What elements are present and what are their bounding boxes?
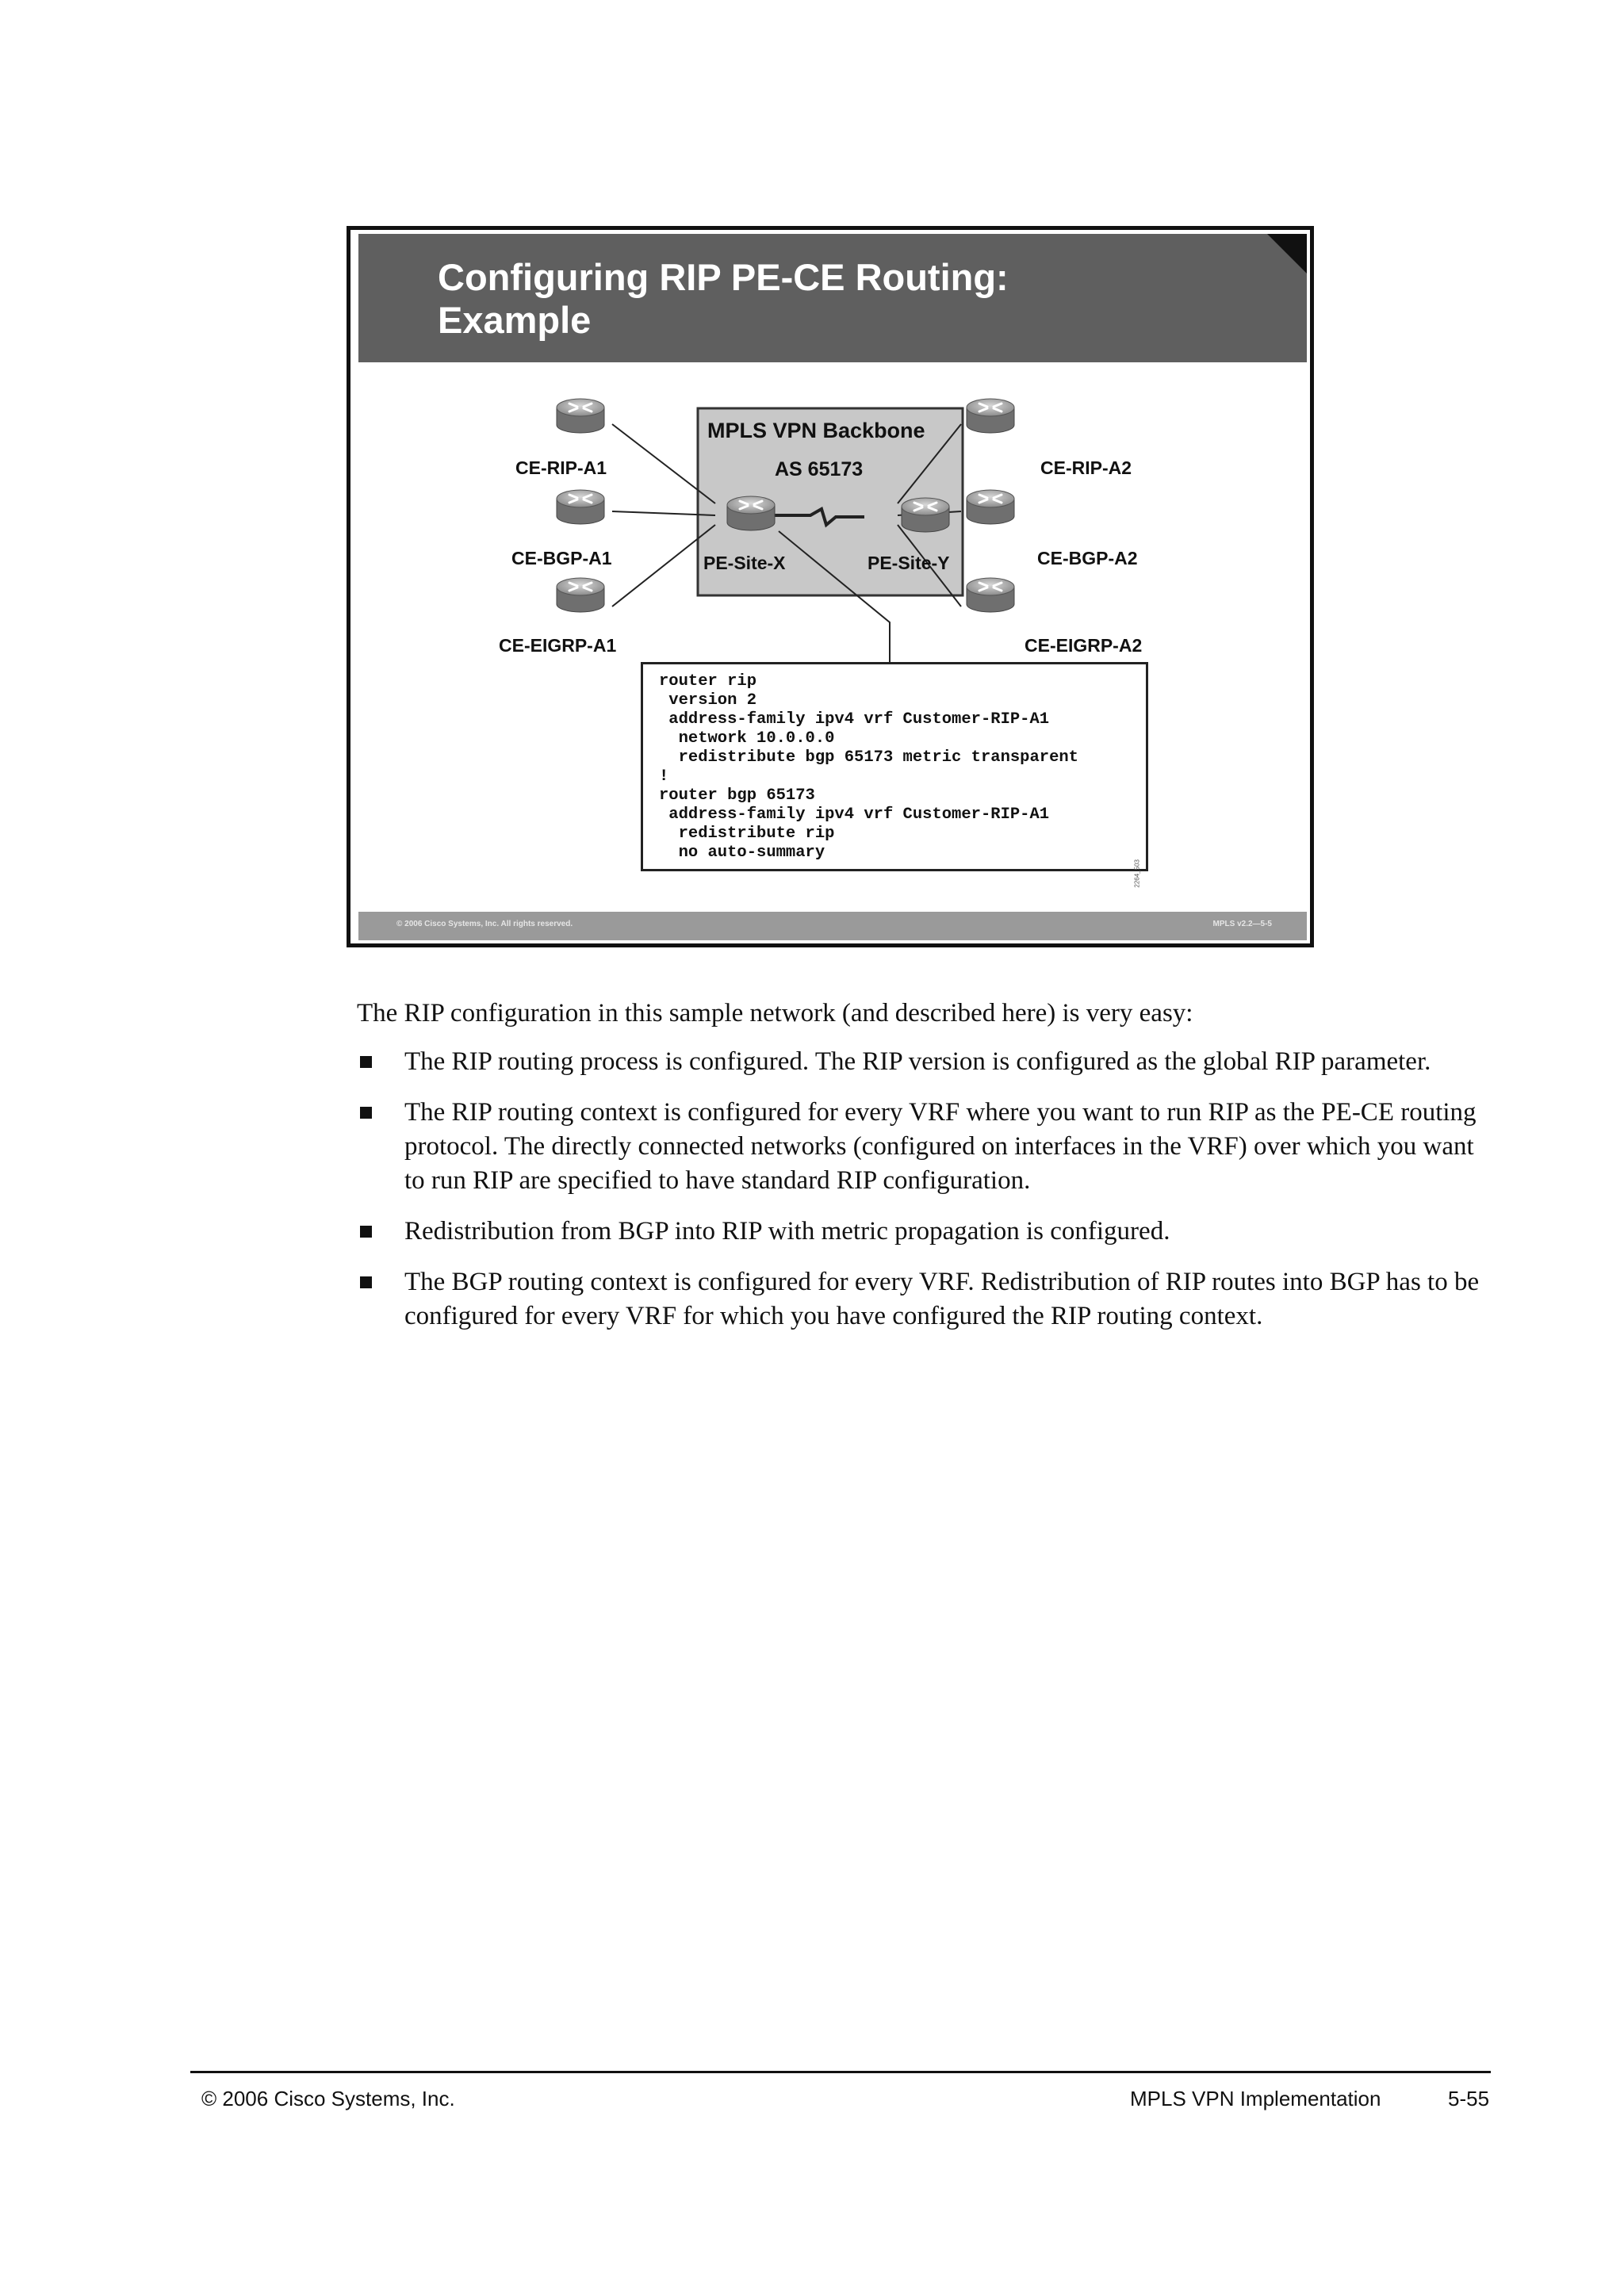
router-label-ce-bgp-a2: CE-BGP-A2 <box>1037 548 1138 568</box>
as-number-label: AS 65173 <box>775 458 864 480</box>
router-icon <box>967 399 1014 433</box>
footer-page-number: 5-55 <box>1448 2087 1490 2110</box>
router-label-ce-eigrp-a2: CE-EIGRP-A2 <box>1025 635 1143 656</box>
square-bullet-icon <box>360 1276 372 1288</box>
code-line: redistribute bgp 65173 metric transparent <box>659 748 1078 767</box>
bullet-text: Redistribution from BGP into RIP with metric propagation is configured. <box>404 1217 1170 1246</box>
bullet-list <box>357 1045 1483 1350</box>
router-icon <box>557 399 604 433</box>
square-bullet-icon <box>360 1107 372 1119</box>
bullet-item <box>357 1265 1483 1334</box>
router-label-ce-bgp-a1: CE-BGP-A1 <box>511 548 612 568</box>
bullet-item <box>357 1215 1483 1249</box>
router-label-ce-eigrp-a1: CE-EIGRP-A1 <box>499 635 617 656</box>
code-line: router rip <box>659 672 757 691</box>
router-label-pe-site-x: PE-Site-X <box>703 553 786 573</box>
router-icon <box>557 490 604 524</box>
router-icon <box>557 578 604 612</box>
square-bullet-icon <box>360 1056 372 1068</box>
backbone-label: MPLS VPN Backbone <box>707 419 925 442</box>
bullet-item <box>357 1045 1483 1079</box>
code-line: router bgp 65173 <box>659 786 815 805</box>
slide-footer-copyright: © 2006 Cisco Systems, Inc. All rights reserved. <box>396 920 573 928</box>
slide-figure <box>347 226 1314 947</box>
code-line: address-family ipv4 vrf Customer-RIP-A1 <box>659 806 1050 824</box>
intro-paragraph: The RIP configuration in this sample network (and described here) is very easy: <box>357 999 1193 1027</box>
router-icon <box>902 498 949 532</box>
slide-footer <box>358 912 1307 940</box>
footer-book-title: MPLS VPN Implementation <box>1130 2087 1381 2110</box>
router-icon <box>727 496 775 530</box>
square-bullet-icon <box>360 1226 372 1238</box>
code-line: network 10.0.0.0 <box>659 729 835 748</box>
footer-copyright: © 2006 Cisco Systems, Inc. <box>201 2087 455 2110</box>
bullet-item <box>357 1096 1483 1198</box>
figure-id: 2264_503 <box>1134 859 1141 888</box>
router-label-pe-site-y: PE-Site-Y <box>868 553 950 573</box>
router-label-ce-rip-a2: CE-RIP-A2 <box>1040 457 1132 478</box>
code-line: ! <box>659 767 669 786</box>
router-icon <box>967 490 1014 524</box>
config-code-box <box>641 662 1148 888</box>
slide-title: Configuring RIP PE-CE Routing: Example <box>438 256 1009 341</box>
code-line: no auto-summary <box>659 844 825 862</box>
code-line: redistribute rip <box>659 825 835 843</box>
code-line: version 2 <box>659 691 757 710</box>
footer-divider <box>190 2071 1491 2073</box>
bullet-text: The RIP routing context is configured for every VRF where you want to run RIP as the PE-CE routing protocol. The directly connected networks (configured on interfaces in the VRF) over which you want to run RIP are specified to have standard RIP configuration. <box>404 1098 1477 1195</box>
bullet-text: The BGP routing context is configured for every VRF. Redistribution of RIP routes into BGP has to be configured for every VRF for which you have configured the RIP routing context. <box>404 1268 1480 1330</box>
bullet-text: The RIP routing process is configured. The RIP version is configured as the global RIP parameter. <box>404 1047 1431 1076</box>
code-line: address-family ipv4 vrf Customer-RIP-A1 <box>659 710 1050 729</box>
router-icon <box>967 578 1014 612</box>
slide-footer-course: MPLS v2.2—5-5 <box>1212 920 1272 928</box>
router-label-ce-rip-a1: CE-RIP-A1 <box>515 457 607 478</box>
